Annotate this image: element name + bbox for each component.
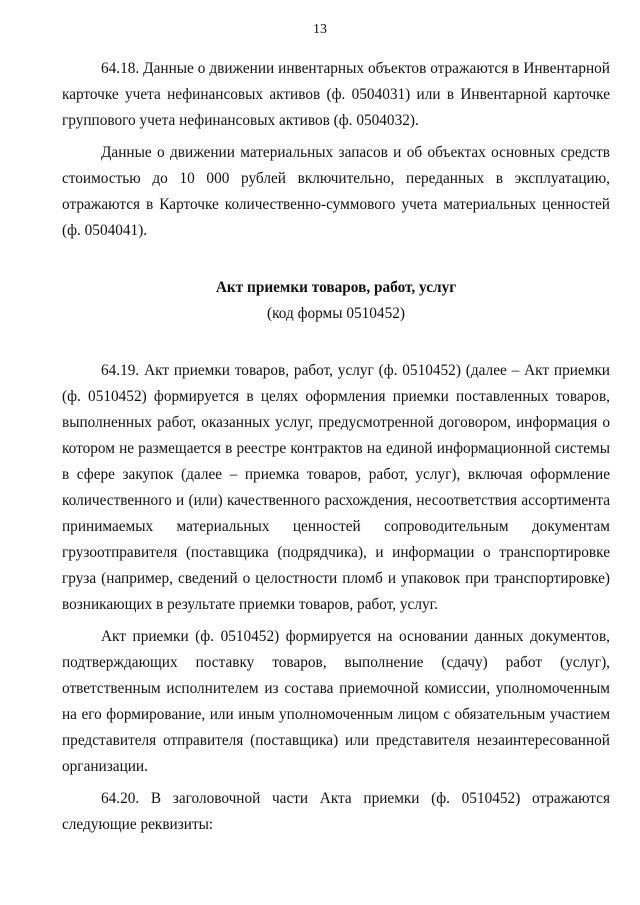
paragraph-act-basis: Акт приемки (ф. 0510452) формируется на основании данных документов, подтверждающих поставку товаров, выполнение (сдачу) работ (услуг), ответственным исполнителем из состава приемочной комиссии, уполномоченным на его формирование, или иным уполномоченным лицом с обязательным участием представителя отправителя (поставщика) или представителя незаинтересованной организации. <box>62 628 610 775</box>
paragraph-64-18: 64.18. Данные о движении инвентарных объектов отражаются в Инвентарной карточке учета нефинансовых активов (ф. 0504031) или в Инвентарной карточке группового учета нефинансовых активов (ф. 0504032). <box>62 60 610 129</box>
paragraph-inventory-card: Данные о движении материальных запасов и об объектах основных средств стоимостью до 10 000 рублей включительно, переданных в эксплуатацию, отражаются в Карточке количественно-суммового учета материальных ценностей (ф. 0504041). <box>62 144 610 239</box>
section-heading <box>62 275 610 327</box>
paragraph-64-19: 64.19. Акт приемки товаров, работ, услуг (ф. 0510452) (далее – Акт приемки (ф. 0510452) формируется в целях оформления приемки поставленных товаров, выполненных работ, оказанных услуг, предусмотренной договором, информация о котором не размещается в реестре контрактов на единой информационной системы в сфере закупок (далее – приемка товаров, работ, услуг), включая оформление количественного и (или) качественного расхождения, несоответствия ассортимента принимаемых материальных ценностей сопроводительным документам грузоотправителя (поставщика (подрядчика), и информации о транспортировке груза (например, сведений о целостности пломб и упаковок при транспортировке) возникающих в результате приемки товаров, работ, услуг. <box>62 362 610 613</box>
page-number: 13 <box>313 22 327 37</box>
section-subtitle: (код формы 0510452) <box>267 305 405 322</box>
document-body <box>62 56 610 838</box>
section-title: Акт приемки товаров, работ, услуг <box>215 279 457 296</box>
paragraph-64-20: 64.20. В заголовочной части Акта приемки (ф. 0510452) отражаются следующие реквизиты: <box>62 790 610 833</box>
